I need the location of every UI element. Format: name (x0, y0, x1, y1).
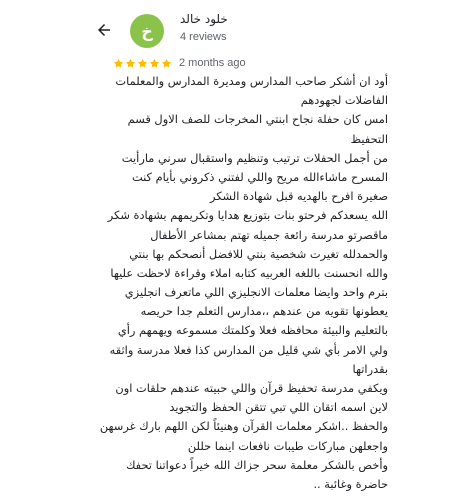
review-line: لاين اسمه اتقان اللي تبي تتقن الحفظ والتجويد (169, 400, 388, 415)
review-line: يعطونها تقويه من عندهم ،،مدارس التعلم جدا حريصه (140, 304, 388, 319)
review-line: امس كان حفلة نجاح ابنتي المخرجات للصف الاول قسم (127, 112, 388, 127)
review-date: 2 months ago (179, 57, 246, 69)
review-text (100, 72, 388, 500)
rating-row (113, 55, 246, 71)
review-line: الفاضلات لجهودهم (300, 93, 388, 108)
reviewer-name[interactable]: خلود خالد (180, 12, 228, 26)
review-line: والحمدلله تغيرت شخصية بنتي للافضل أنصحكم بها بنتي (129, 246, 388, 261)
back-button[interactable] (92, 18, 116, 42)
review-line: والحفظ ..اشكر معلمات القرآن وهنيئاً لكن اللهم بارك غرسهن (100, 419, 388, 434)
review-line: حاضرة وغائبة .. (313, 476, 388, 491)
star-icon (125, 58, 136, 69)
review-line: ماقصرتو مدرسة رائعة جميله تهتم بمشاعر الأطفال (150, 227, 388, 242)
review-line: ويكفي مدرسة تحفيظ قرآن واللي حبيته عندهم حلقات اون (115, 381, 388, 395)
reviewer-meta (180, 12, 228, 43)
review-line: والله انحسنت باللغه العربيه كتابه املاء وقراءة لاحظت عليها (110, 265, 388, 280)
star-icon (137, 58, 148, 69)
star-icon (149, 58, 160, 69)
review-line: بالتعليم والبيئة محافظه فعلا وكلمتك مسموعه ويهمهم رأي (117, 323, 388, 338)
review-header (0, 10, 476, 50)
review-line: ولي الامر بأي شي قليل من المدارس كذا فعلا مدرسة واثقه (109, 342, 388, 357)
star-icon (161, 58, 172, 69)
star-icon (113, 58, 124, 69)
review-line: واجعلهن مباركات طيبات نافعات اينما حللن (187, 438, 388, 453)
review-line: التحفيظ (350, 131, 388, 146)
review-line: بترم واحد وايضا معلمات الانجليزي اللي ماتعرف انجليزي (124, 285, 388, 300)
review-line: الله يسعدكم فرحتو بنات بتوزيع هدايا وتكريمهم بشهادة شكر (107, 208, 388, 223)
arrow-left-icon (95, 21, 113, 39)
review-line: بقدراتها (352, 361, 388, 376)
review-line: المسرح ماشاءالله مريح واللي لفتني ذكروني بأيام كنت (131, 169, 388, 184)
avatar[interactable]: خ (130, 14, 164, 48)
review-line: من أجمل الحفلات ترتيب وتنظيم واستقبال سرني مارأيت (121, 150, 388, 165)
review-line: أود ان أشكر صاحب المدارس ومديرة المدارس والمعلمات (115, 74, 388, 88)
reviews-count: 4 reviews (180, 31, 227, 43)
review-line: وأخص بالشكر معلمة سحر جزاك الله خيراً دعواتنا تحفك (126, 457, 388, 472)
review-line: صغيرة افرح بالهديه قبل شهادة الشكر (209, 189, 388, 204)
star-rating (113, 58, 173, 69)
